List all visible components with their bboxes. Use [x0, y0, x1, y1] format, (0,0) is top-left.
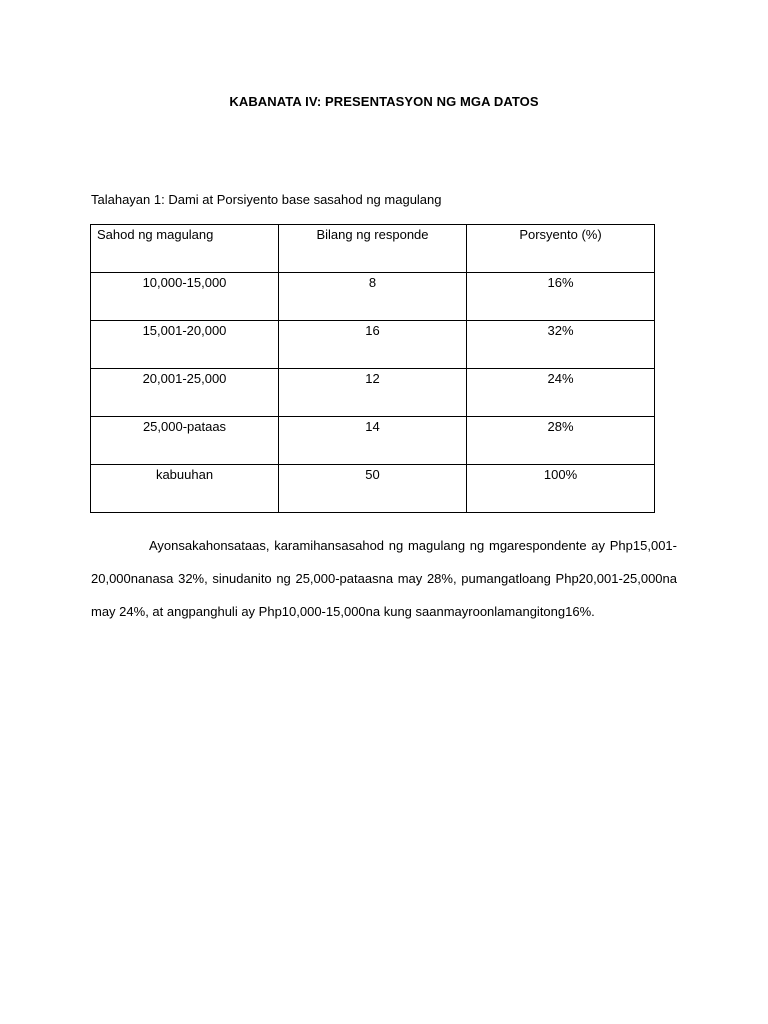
table-cell: 50: [279, 465, 467, 513]
table-cell: 32%: [467, 321, 655, 369]
table-row: [91, 273, 655, 321]
table-row: [91, 417, 655, 465]
column-header-sahod: Sahod ng magulang: [91, 225, 279, 273]
body-paragraph: Ayonsakahonsataas, karamihansasahod ng magulang ng mgarespondente ay Php15,001-20,000nanasa 32%, sinudanito ng 25,000-pataasna may 28%, pumangatloang Php20,001-25,000na may 24%, at angpanghuli ay Php10,000-15,000na kung saanmayroonlamangitong16%.: [91, 538, 677, 619]
table-row: [91, 321, 655, 369]
table-row-total: [91, 465, 655, 513]
table-row: [91, 369, 655, 417]
table-cell: 28%: [467, 417, 655, 465]
table-cell: 15,001-20,000: [91, 321, 279, 369]
table-cell: 14: [279, 417, 467, 465]
table-cell: 24%: [467, 369, 655, 417]
table-caption: Talahayan 1: Dami at Porsiyento base sasahod ng magulang: [91, 192, 442, 207]
table-cell: 16: [279, 321, 467, 369]
page-title: KABANATA IV: PRESENTASYON NG MGA DATOS: [229, 94, 539, 109]
table-cell: 10,000-15,000: [91, 273, 279, 321]
table-cell: 8: [279, 273, 467, 321]
table-cell: 16%: [467, 273, 655, 321]
table-cell: 12: [279, 369, 467, 417]
data-table: [90, 224, 655, 513]
table-cell: kabuuhan: [91, 465, 279, 513]
table-cell: 20,001-25,000: [91, 369, 279, 417]
table-cell: 25,000-pataas: [91, 417, 279, 465]
column-header-bilang: Bilang ng responde: [279, 225, 467, 273]
column-header-porsyento: Porsyento (%): [467, 225, 655, 273]
table-header-row: [91, 225, 655, 273]
table-cell: 100%: [467, 465, 655, 513]
